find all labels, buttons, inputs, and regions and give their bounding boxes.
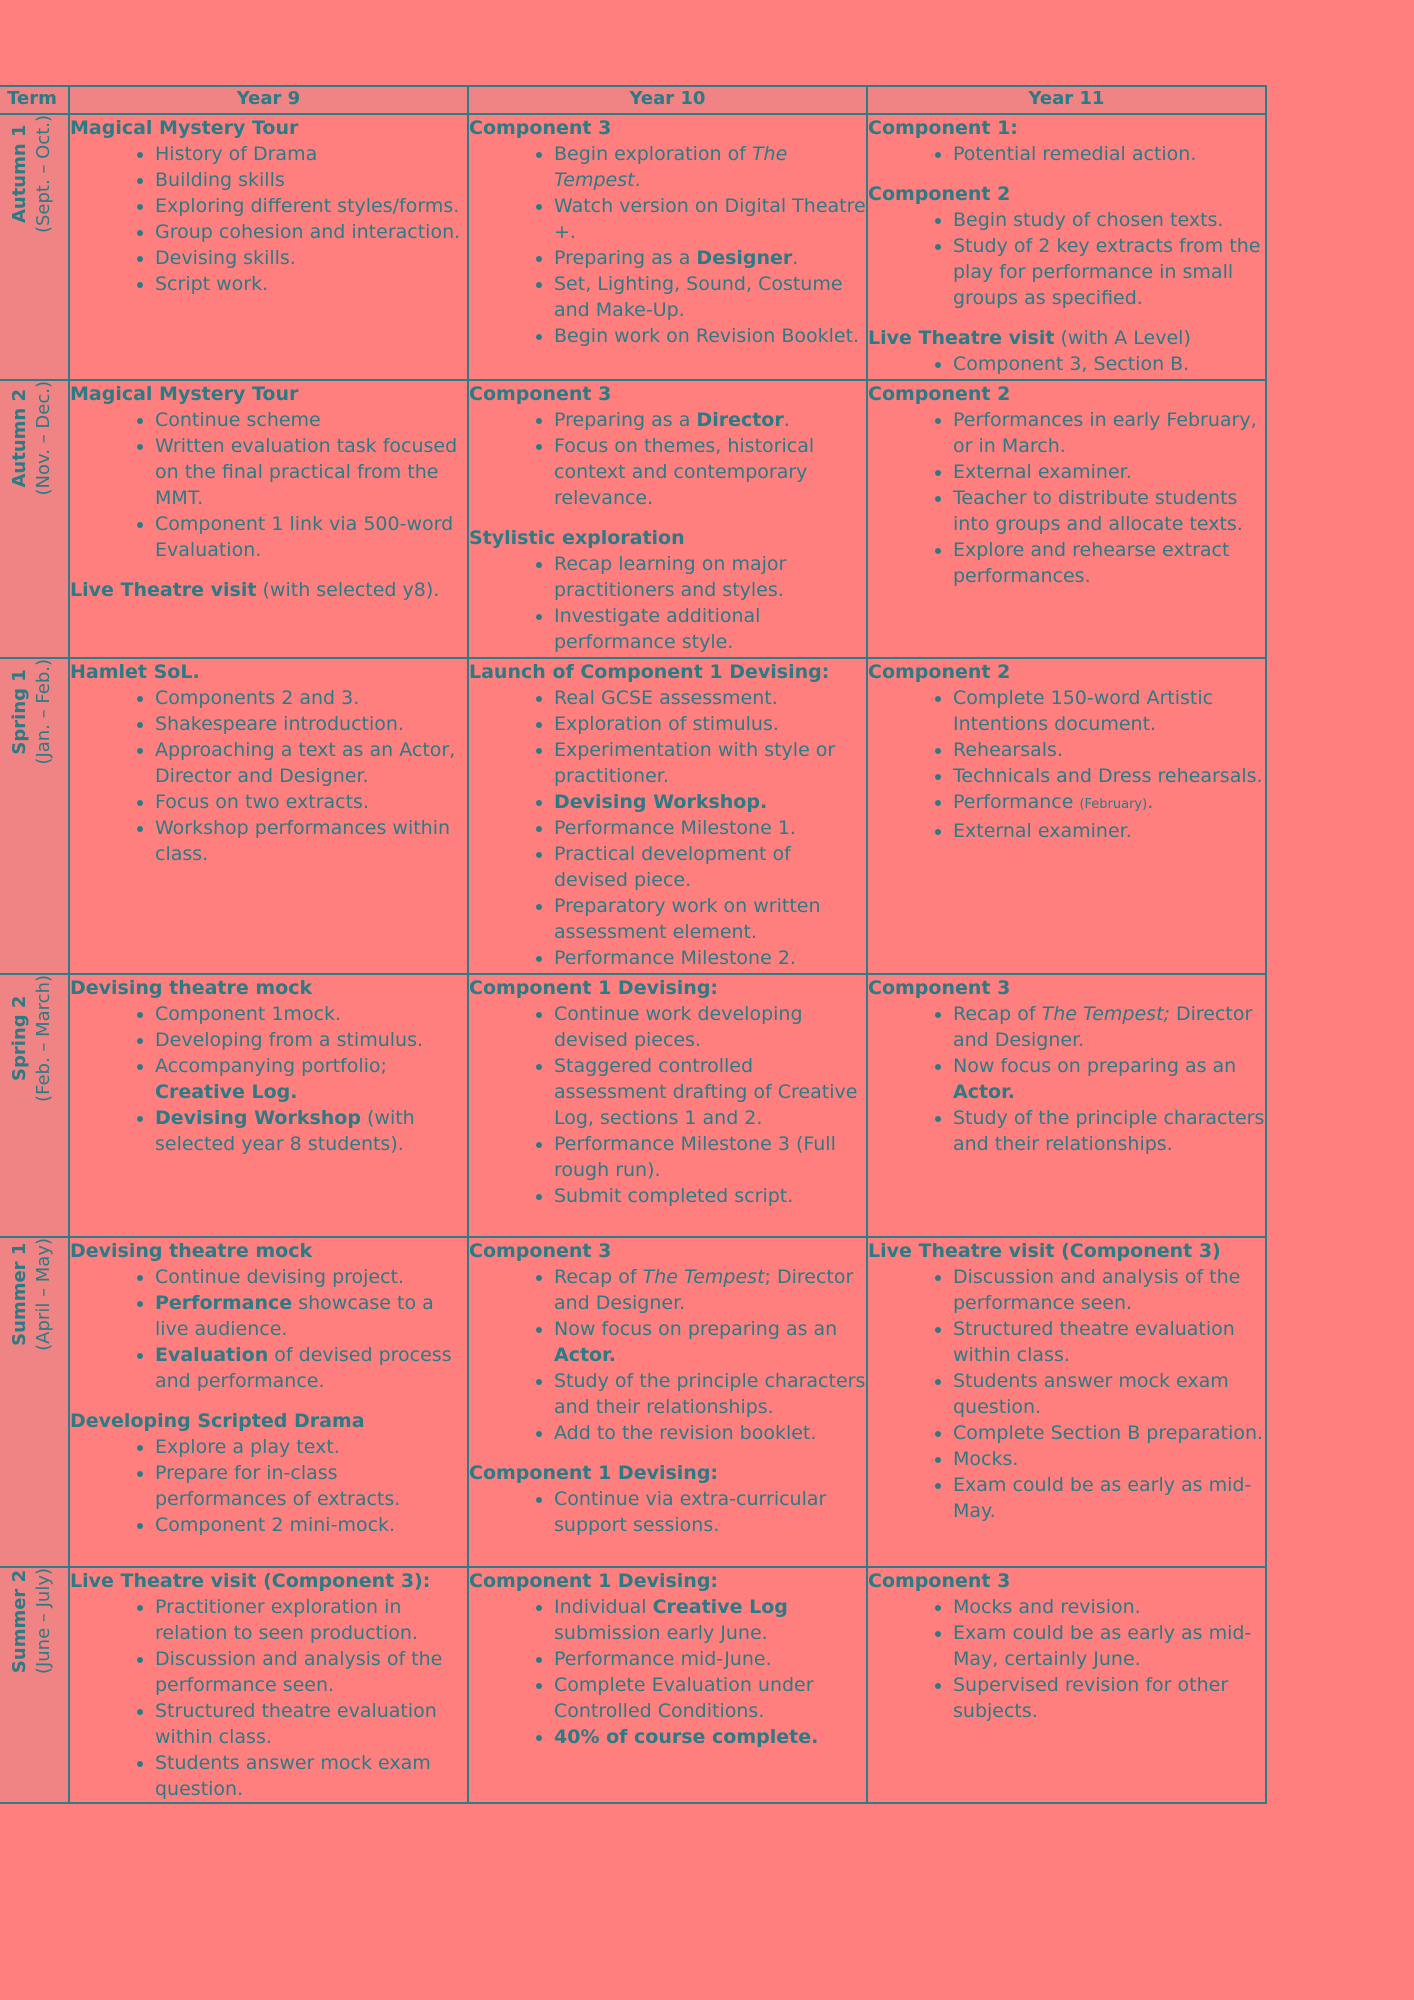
list-item: • Begin study of chosen texts.	[953, 207, 1265, 233]
term-name: Autumn 2	[9, 388, 30, 488]
list-item: • Workshop performances within class.	[155, 815, 467, 867]
term-dates: (April – May)	[33, 1238, 54, 1351]
list-item: • Individual Creative Log submission early June.	[554, 1594, 866, 1646]
autumn1-year9	[69, 114, 468, 380]
curriculum-table	[0, 85, 1267, 1804]
list-item: • Building skills	[155, 167, 467, 193]
list-item: • External examiner.	[953, 459, 1265, 485]
section-heading: Component 1 Devising:	[469, 1570, 719, 1592]
list-item: • Performance (February).	[953, 789, 1265, 818]
list-item: • Complete Section B preparation.	[953, 1420, 1265, 1446]
summer2-year9	[69, 1567, 468, 1803]
section-heading: Devising theatre mock	[70, 977, 313, 999]
list-item: • Supervised revision for other subjects.	[953, 1672, 1265, 1724]
term-name: Autumn 1	[9, 124, 30, 224]
list-item: • Structured theatre evaluation within class.	[953, 1316, 1265, 1368]
list-item: • Script work.	[155, 271, 467, 297]
list-item: • Real GCSE assessment.	[554, 685, 866, 711]
spring1-year11	[867, 658, 1266, 974]
spring1-year10	[468, 658, 867, 974]
list-item: • Shakespeare introduction.	[155, 711, 467, 737]
list-item: • History of Drama	[155, 141, 467, 167]
section-heading: Hamlet SoL.	[70, 661, 200, 683]
header-term: Term	[0, 86, 69, 114]
section-heading: Component 1:	[868, 117, 1018, 139]
topic-list	[469, 685, 866, 971]
list-item: • Recap of The Tempest; Director and Designer.	[554, 1264, 866, 1316]
list-item: • Staggered controlled assessment drafting of Creative Log, sections 1 and 2.	[554, 1053, 866, 1131]
topic-list	[868, 351, 1265, 377]
list-item: • Explore a play text.	[155, 1434, 467, 1460]
term-cell-summer1	[0, 1237, 69, 1567]
list-item: • Accompanying portfolio; Creative Log.	[155, 1053, 467, 1105]
list-item: • Performance Milestone 3 (Full rough run).	[554, 1131, 866, 1183]
list-item: • Students answer mock exam question.	[155, 1750, 467, 1802]
list-item: • Technicals and Dress rehearsals.	[953, 763, 1265, 789]
list-item: • Component 1mock.	[155, 1001, 467, 1027]
topic-list	[70, 1434, 467, 1538]
list-item: • Continue via extra-curricular support sessions.	[554, 1486, 866, 1538]
list-item: • Performance showcase to a live audience.	[155, 1290, 467, 1342]
list-item: • Students answer mock exam question.	[953, 1368, 1265, 1420]
list-item: • Group cohesion and interaction.	[155, 219, 467, 245]
list-item: • Potential remedial action.	[953, 141, 1265, 167]
term-dates: (Jan. – Feb.)	[33, 659, 54, 765]
row-spring2	[0, 974, 1266, 1237]
list-item: • Written evaluation task focused on the final practical from the MMT.	[155, 433, 467, 511]
term-name: Spring 2	[9, 995, 30, 1082]
topic-list	[868, 1594, 1265, 1724]
section-heading: Component 3	[868, 977, 1011, 999]
summer1-year11	[867, 1237, 1266, 1567]
topic-list	[70, 1001, 467, 1157]
list-item: • Study of 2 key extracts from the play for performance in small groups as specified.	[953, 233, 1265, 311]
row-summer2	[0, 1567, 1266, 1803]
list-item: • Exploration of stimulus.	[554, 711, 866, 737]
topic-list	[868, 1264, 1265, 1524]
topic-list	[469, 141, 866, 349]
list-item: • Practitioner exploration in relation to seen production.	[155, 1594, 467, 1646]
spring2-year11	[867, 974, 1266, 1237]
topic-list	[868, 1001, 1265, 1157]
summer1-year9	[69, 1237, 468, 1567]
list-item: • Preparatory work on written assessment element.	[554, 893, 866, 945]
list-item: • Rehearsals.	[953, 737, 1265, 763]
list-item: • Component 1 link via 500-word Evaluation.	[155, 511, 467, 563]
list-item: • Preparing as a Director.	[554, 407, 866, 433]
list-item: • Experimentation with style or practitioner.	[554, 737, 866, 789]
list-item: • Practical development of devised piece.	[554, 841, 866, 893]
list-item: • External examiner.	[953, 818, 1265, 844]
list-item: • Component 3, Section B.	[953, 351, 1265, 377]
autumn2-year11	[867, 380, 1266, 658]
list-item: • Performances in early February, or in March.	[953, 407, 1265, 459]
topic-list	[469, 1486, 866, 1538]
summer2-year11	[867, 1567, 1266, 1803]
list-item: • Devising Workshop.	[554, 789, 866, 815]
list-item: • Evaluation of devised process and performance.	[155, 1342, 467, 1394]
term-dates: (Sept. – Oct.)	[33, 115, 54, 234]
term-name: Summer 1	[9, 1242, 30, 1347]
list-item: • Mocks and revision.	[953, 1594, 1265, 1620]
topic-list	[70, 1594, 467, 1802]
term-cell-spring1	[0, 658, 69, 974]
list-item: • Continue work developing devised pieces.	[554, 1001, 866, 1053]
autumn1-year10	[468, 114, 867, 380]
summer1-year10	[468, 1237, 867, 1567]
term-cell-summer2	[0, 1567, 69, 1803]
list-item: • Discussion and analysis of the performance seen.	[155, 1646, 467, 1698]
section-heading: Stylistic exploration	[469, 527, 685, 549]
term-dates: (Nov. – Dec.)	[33, 381, 54, 496]
term-cell-autumn1	[0, 114, 69, 380]
section-heading: Component 1 Devising:	[469, 1462, 719, 1484]
section-heading: Component 1 Devising:	[469, 977, 719, 999]
list-item: • Performance Milestone 1.	[554, 815, 866, 841]
topic-list	[70, 1264, 467, 1394]
section-heading: Magical Mystery Tour	[70, 117, 299, 139]
list-item: • Submit completed script.	[554, 1183, 866, 1209]
topic-list	[469, 1594, 866, 1750]
autumn2-year9	[69, 380, 468, 658]
header-year11: Year 11	[867, 86, 1266, 114]
topic-list	[70, 685, 467, 867]
list-item: • Performance mid-June.	[554, 1646, 866, 1672]
list-item: • 40% of course complete.	[554, 1724, 866, 1750]
autumn2-year10	[468, 380, 867, 658]
term-cell-autumn2	[0, 380, 69, 658]
term-dates: (June – July)	[33, 1568, 54, 1675]
section-heading: Component 3	[868, 1570, 1011, 1592]
list-item: • Study of the principle characters and their relationships.	[554, 1368, 866, 1420]
list-item: • Now focus on preparing as an Actor.	[554, 1316, 866, 1368]
row-spring1	[0, 658, 1266, 974]
section-heading: Component 2	[868, 661, 1011, 683]
list-item: • Teacher to distribute students into groups and allocate texts.	[953, 485, 1265, 537]
list-item: • Watch version on Digital Theatre +.	[554, 193, 866, 245]
list-item: • Prepare for in-class performances of extracts.	[155, 1460, 467, 1512]
list-item: • Devising Workshop (with selected year 8 students).	[155, 1105, 467, 1157]
list-item: • Add to the revision booklet.	[554, 1420, 866, 1446]
list-item: • Devising skills.	[155, 245, 467, 271]
section-heading: Live Theatre visit (with A Level)	[868, 327, 1191, 349]
section-heading: Live Theatre visit (Component 3):	[70, 1570, 431, 1592]
list-item: • Components 2 and 3.	[155, 685, 467, 711]
section-heading: Live Theatre visit (with selected y8).	[70, 579, 440, 601]
list-item: • Exam could be as early as mid-May, certainly June.	[953, 1620, 1265, 1672]
list-item: • Discussion and analysis of the performance seen.	[953, 1264, 1265, 1316]
section-heading: Component 3	[469, 383, 612, 405]
list-item: • Performance Milestone 2.	[554, 945, 866, 971]
term-name: Summer 2	[9, 1569, 30, 1673]
list-item: • Complete Evaluation under Controlled Conditions.	[554, 1672, 866, 1724]
spring2-year9	[69, 974, 468, 1237]
row-autumn2	[0, 380, 1266, 658]
list-item: • Explore and rehearse extract performances.	[953, 537, 1265, 589]
section-heading: Component 2	[868, 183, 1011, 205]
row-summer1	[0, 1237, 1266, 1567]
section-heading: Component 2	[868, 383, 1011, 405]
list-item: • Recap of The Tempest; Director and Designer.	[953, 1001, 1265, 1053]
list-item: • Begin work on Revision Booklet.	[554, 323, 866, 349]
list-item: • Continue scheme	[155, 407, 467, 433]
list-item: • Exploring different styles/forms.	[155, 193, 467, 219]
topic-list	[868, 207, 1265, 311]
term-name: Spring 1	[9, 669, 30, 755]
list-item: • Exam could be as early as mid-May.	[953, 1472, 1265, 1524]
spring2-year10	[468, 974, 867, 1237]
section-heading: Component 3	[469, 117, 612, 139]
spring1-year9	[69, 658, 468, 974]
list-item: • Mocks.	[953, 1446, 1265, 1472]
header-year10: Year 10	[468, 86, 867, 114]
topic-list	[868, 407, 1265, 589]
header-row	[0, 86, 1266, 114]
term-dates: (Feb. – March)	[33, 975, 54, 1102]
section-heading: Devising theatre mock	[70, 1240, 313, 1262]
list-item: • Structured theatre evaluation within class.	[155, 1698, 467, 1750]
topic-list	[469, 1264, 866, 1446]
topic-list	[868, 685, 1265, 844]
list-item: • Set, Lighting, Sound, Costume and Make-Up.	[554, 271, 866, 323]
list-item: • Complete 150-word Artistic Intentions document.	[953, 685, 1265, 737]
topic-list	[70, 407, 467, 563]
list-item: • Continue devising project.	[155, 1264, 467, 1290]
topic-list	[868, 141, 1265, 167]
topic-list	[469, 551, 866, 655]
row-autumn1	[0, 114, 1266, 380]
section-heading: Developing Scripted Drama	[70, 1410, 365, 1432]
topic-list	[469, 1001, 866, 1209]
list-item: • Study of the principle characters and their relationships.	[953, 1105, 1265, 1157]
list-item: • Developing from a stimulus.	[155, 1027, 467, 1053]
section-heading: Component 3	[469, 1240, 612, 1262]
header-year9: Year 9	[69, 86, 468, 114]
autumn1-year11	[867, 114, 1266, 380]
section-heading: Magical Mystery Tour	[70, 383, 299, 405]
list-item: • Focus on two extracts.	[155, 789, 467, 815]
list-item: • Begin exploration of The Tempest.	[554, 141, 866, 193]
list-item: • Component 2 mini-mock.	[155, 1512, 467, 1538]
term-cell-spring2	[0, 974, 69, 1237]
list-item: • Recap learning on major practitioners and styles.	[554, 551, 866, 603]
list-item: • Preparing as a Designer.	[554, 245, 866, 271]
section-heading: Live Theatre visit (Component 3)	[868, 1240, 1221, 1262]
list-item: • Now focus on preparing as an Actor.	[953, 1053, 1265, 1105]
list-item: • Approaching a text as an Actor, Director and Designer.	[155, 737, 467, 789]
summer2-year10	[468, 1567, 867, 1803]
topic-list	[469, 407, 866, 511]
list-item: • Investigate additional performance style.	[554, 603, 866, 655]
section-heading: Launch of Component 1 Devising:	[469, 661, 830, 683]
list-item: • Focus on themes, historical context and contemporary relevance.	[554, 433, 866, 511]
topic-list	[70, 141, 467, 297]
